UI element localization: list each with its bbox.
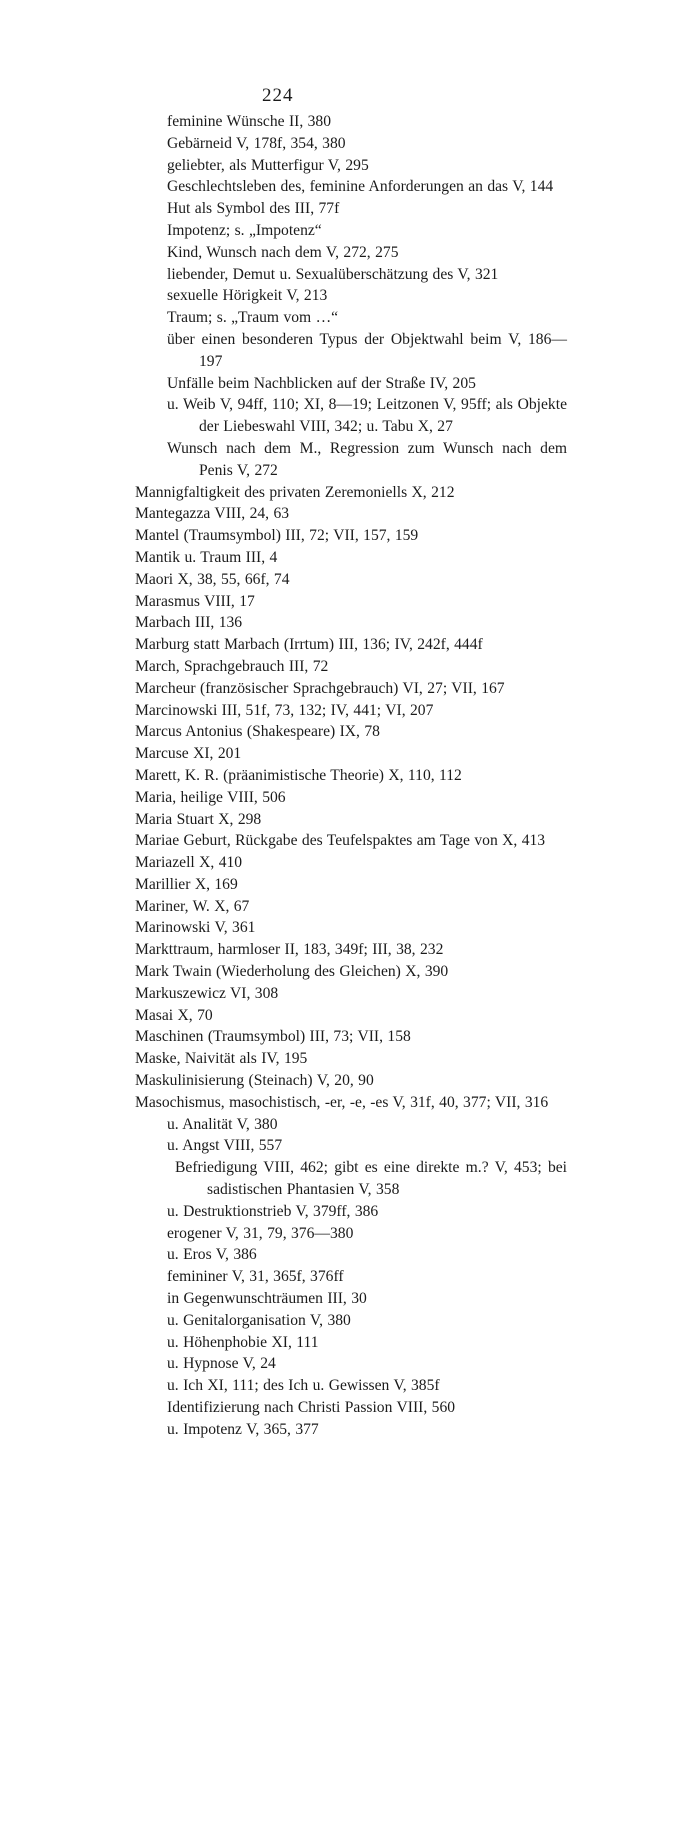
index-subentry: u. Angst VIII, 557 — [167, 1137, 283, 1155]
index-subentry: u. Ich XI, 111; des Ich u. Gewissen V, 385f — [167, 1377, 440, 1395]
index-entry: Mantel (Traumsymbol) III, 72; VII, 157, 159 — [135, 527, 419, 545]
index-entry: Marasmus VIII, 17 — [135, 592, 255, 610]
index-entry: Maske, Naivität als IV, 195 — [135, 1050, 308, 1068]
index-entry: Maschinen (Traumsymbol) III, 73; VII, 158 — [135, 1028, 411, 1046]
index-entry: Maria Stuart X, 298 — [135, 810, 262, 828]
index-entry: Marett, K. R. (präanimistische Theorie) X, 110, 112 — [135, 766, 462, 784]
index-subentry: Identifizierung nach Christi Passion VIII, 560 — [167, 1399, 456, 1417]
index-subentry: Befriedigung VIII, 462; gibt es eine direkte m.? V, 453; bei sadistischen Phantasien V, 358 — [175, 1159, 567, 1199]
index-subentry: geliebter, als Mutterfigur V, 295 — [167, 156, 369, 174]
index-subentry: Hut als Symbol des III, 77f — [167, 200, 340, 218]
index-subentry: Geschlechtsleben des, feminine Anforderungen an das V, 144 — [167, 178, 554, 196]
index-entry: Maria, heilige VIII, 506 — [135, 788, 286, 806]
page-number: 224 — [262, 85, 294, 106]
index-subentry: u. Eros V, 386 — [167, 1246, 257, 1264]
index-subentry: Traum; s. „Traum vom …“ — [167, 309, 339, 327]
index-subentry: femininer V, 31, 365f, 376ff — [167, 1268, 344, 1286]
index-entry: March, Sprachgebrauch III, 72 — [135, 657, 329, 675]
index-entry: Mariae Geburt, Rückgabe des Teufelspaktes am Tage von X, 413 — [135, 832, 546, 850]
index-subentry: Gebärneid V, 178f, 354, 380 — [167, 134, 346, 152]
index-subentry: Kind, Wunsch nach dem V, 272, 275 — [167, 243, 399, 261]
index-entry: Mariazell X, 410 — [135, 854, 243, 872]
index-entry: Marinowski V, 361 — [135, 919, 256, 937]
index-entry: Marcheur (französischer Sprachgebrauch) VI, 27; VII, 167 — [135, 679, 505, 697]
index-entry: Marbach III, 136 — [135, 614, 243, 632]
index-entry: Marcus Antonius (Shakespeare) IX, 78 — [135, 723, 380, 741]
index-subentry: Unfälle beim Nachblicken auf der Straße IV, 205 — [167, 374, 476, 392]
index-entry: Maskulinisierung (Steinach) V, 20, 90 — [135, 1072, 374, 1090]
index-entry: Marburg statt Marbach (Irrtum) III, 136; IV, 242f, 444f — [135, 636, 483, 654]
index-entry: Marillier X, 169 — [135, 875, 238, 893]
index-entry: Masochismus, masochistisch, -er, -e, -es V, 31f, 40, 377; VII, 316 — [135, 1093, 549, 1111]
index-entry: Mantegazza VIII, 24, 63 — [135, 505, 290, 523]
index-subentry: über einen besonderen Typus der Objektwahl beim V, 186—197 — [167, 330, 567, 370]
index-subentry: Impotenz; s. „Impotenz“ — [167, 221, 322, 239]
index-subentry: u. Weib V, 94ff, 110; XI, 8—19; Leitzonen V, 95ff; als Objekte der Liebeswahl VIII, 342; u. Tabu X, 27 — [167, 396, 567, 436]
index-subentry: liebender, Demut u. Sexualüberschätzung des V, 321 — [167, 265, 499, 283]
index-subentry: u. Destruktionstrieb V, 379ff, 386 — [167, 1202, 379, 1220]
index-entry: Markuszewicz VI, 308 — [135, 984, 279, 1002]
index-subentry: Wunsch nach dem M., Regression zum Wunsch nach dem Penis V, 272 — [167, 439, 567, 479]
index-subentry: u. Höhenphobie XI, 111 — [167, 1333, 319, 1351]
index-subentry: in Gegenwunschträumen III, 30 — [167, 1290, 367, 1308]
index-subentry: u. Impotenz V, 365, 377 — [167, 1420, 319, 1438]
index-subentry: u. Genitalorganisation V, 380 — [167, 1311, 351, 1329]
index-entry: Mark Twain (Wiederholung des Gleichen) X, 390 — [135, 963, 449, 981]
index-subentry: sexuelle Hörigkeit V, 213 — [167, 287, 328, 305]
index-entry-list — [135, 111, 567, 1441]
index-subentry: u. Hypnose V, 24 — [167, 1355, 276, 1373]
index-entry: Masai X, 70 — [135, 1006, 213, 1024]
index-entry: Maori X, 38, 55, 66f, 74 — [135, 570, 290, 588]
index-entry: Mantik u. Traum III, 4 — [135, 548, 278, 566]
index-entry: Marcuse XI, 201 — [135, 745, 242, 763]
index-subentry: u. Analität V, 380 — [167, 1115, 278, 1133]
index-entry: Markttraum, harmloser II, 183, 349f; III, 38, 232 — [135, 941, 444, 959]
index-entry: Mannigfaltigkeit des privaten Zeremoniells X, 212 — [135, 483, 455, 501]
index-entry: Marcinowski III, 51f, 73, 132; IV, 441; VI, 207 — [135, 701, 434, 719]
index-entry: Mariner, W. X, 67 — [135, 897, 250, 915]
index-subentry: erogener V, 31, 79, 376—380 — [167, 1224, 354, 1242]
index-subentry: feminine Wünsche II, 380 — [167, 113, 332, 130]
